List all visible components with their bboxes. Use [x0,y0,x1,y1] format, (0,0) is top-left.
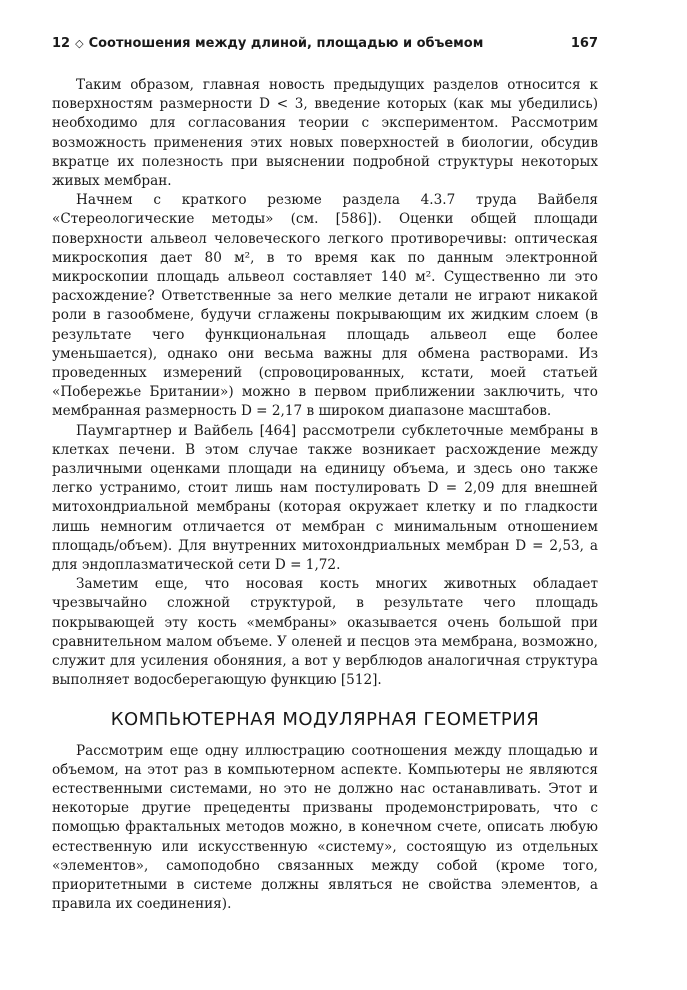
paragraph: Заметим еще, что носовая кость многих животных обладает чрезвычайно сложной структурой, в результате чего площадь покрывающей эту кость «мембраны» оказывается очень большой при сравнительном малом объеме. У оленей и песцов эта мембрана, возможно, служит для усиления обоняния, а вот у верблюдов аналогичная структура выполняет водосберегающую функцию [512]. [52,576,598,689]
chapter-title: Соотношения между длиной, площадью и объемом [88,36,484,51]
paragraph: Рассмотрим еще одну иллюстрацию соотношения между площадью и объемом, на этот раз в компьютерном аспекте. Компьютеры не являются естественными системами, но это не должно нас останавливать. Этот и некоторые другие прецеденты призваны продемонстрировать, что с помощью фрактальных методов можно, в конечном счете, описать любую естественную или искусственную «систему», состоящую из отдельных «элементов», самоподобно связанных между собой (кроме того, приоритетными в системе должны являться не свойства элементов, а правила их соединения). [52,742,598,913]
paragraph: Паумгартнер и Вайбель [464] рассмотрели субклеточные мембраны в клетках печени. В этом случае также возникает расхождение между различными оценками площади на единицу объема, и здесь оно также легко устранимо, стоит лишь нам постулировать D = 2,09 для внешней митохондриальной мембраны (которая окружает клетку и по гладкости лишь немногим отличается от мембран с минимальным отношением площадь/объем). Для внутренних митохондриальных мембран D = 2,53, а для эндоплазматической сети D = 1,72. [52,422,598,574]
paragraph: Таким образом, главная новость предыдущих разделов относится к поверхностям размерности D < 3, введение которых (как мы убедились) необходимо для согласования теории с экспериментом. Рассмотрим возможность применения этих новых поверхностей в биологии, обсудив вкратце их полезность при выяснении подробной структуры некоторых живых мембран. [52,77,598,190]
paragraph: Начнем с краткого резюме раздела 4.3.7 труда Вайбеля «Стереологические методы» (см. [586]). Оценки общей площади поверхности альвеол человеческого легкого противоречивы: оптическая микроскопия дает 80 м², в то время как по данным электронной микроскопии площадь альвеол составляет 140 м². Существенно ли это расхождение? Ответственные за него мелкие детали не играют никакой роли в газообмене, будучи сглажены покрывающим их жидким слоем (в результате чего функциональная площадь альвеол еще более уменьшается), однако они весьма важны для обмена растворами. Из проведенных измерений (спровоцированных, кстати, моей статьей «Побережье Британии») можно в первом приближении заключить, что мембранная размерность D = 2,17 в широком диапазоне масштабов. [52,192,598,420]
running-head [52,36,598,58]
book-page [52,36,598,914]
chapter-number: 12 [52,36,71,51]
page-number: 167 [570,36,598,51]
section-body-text [52,742,598,915]
diamond-icon: ◇ [75,37,84,50]
running-head-left [52,36,483,51]
body-text [52,76,598,691]
section-title: КОМПЬЮТЕРНАЯ МОДУЛЯРНАЯ ГЕОМЕТРИЯ [110,708,540,730]
